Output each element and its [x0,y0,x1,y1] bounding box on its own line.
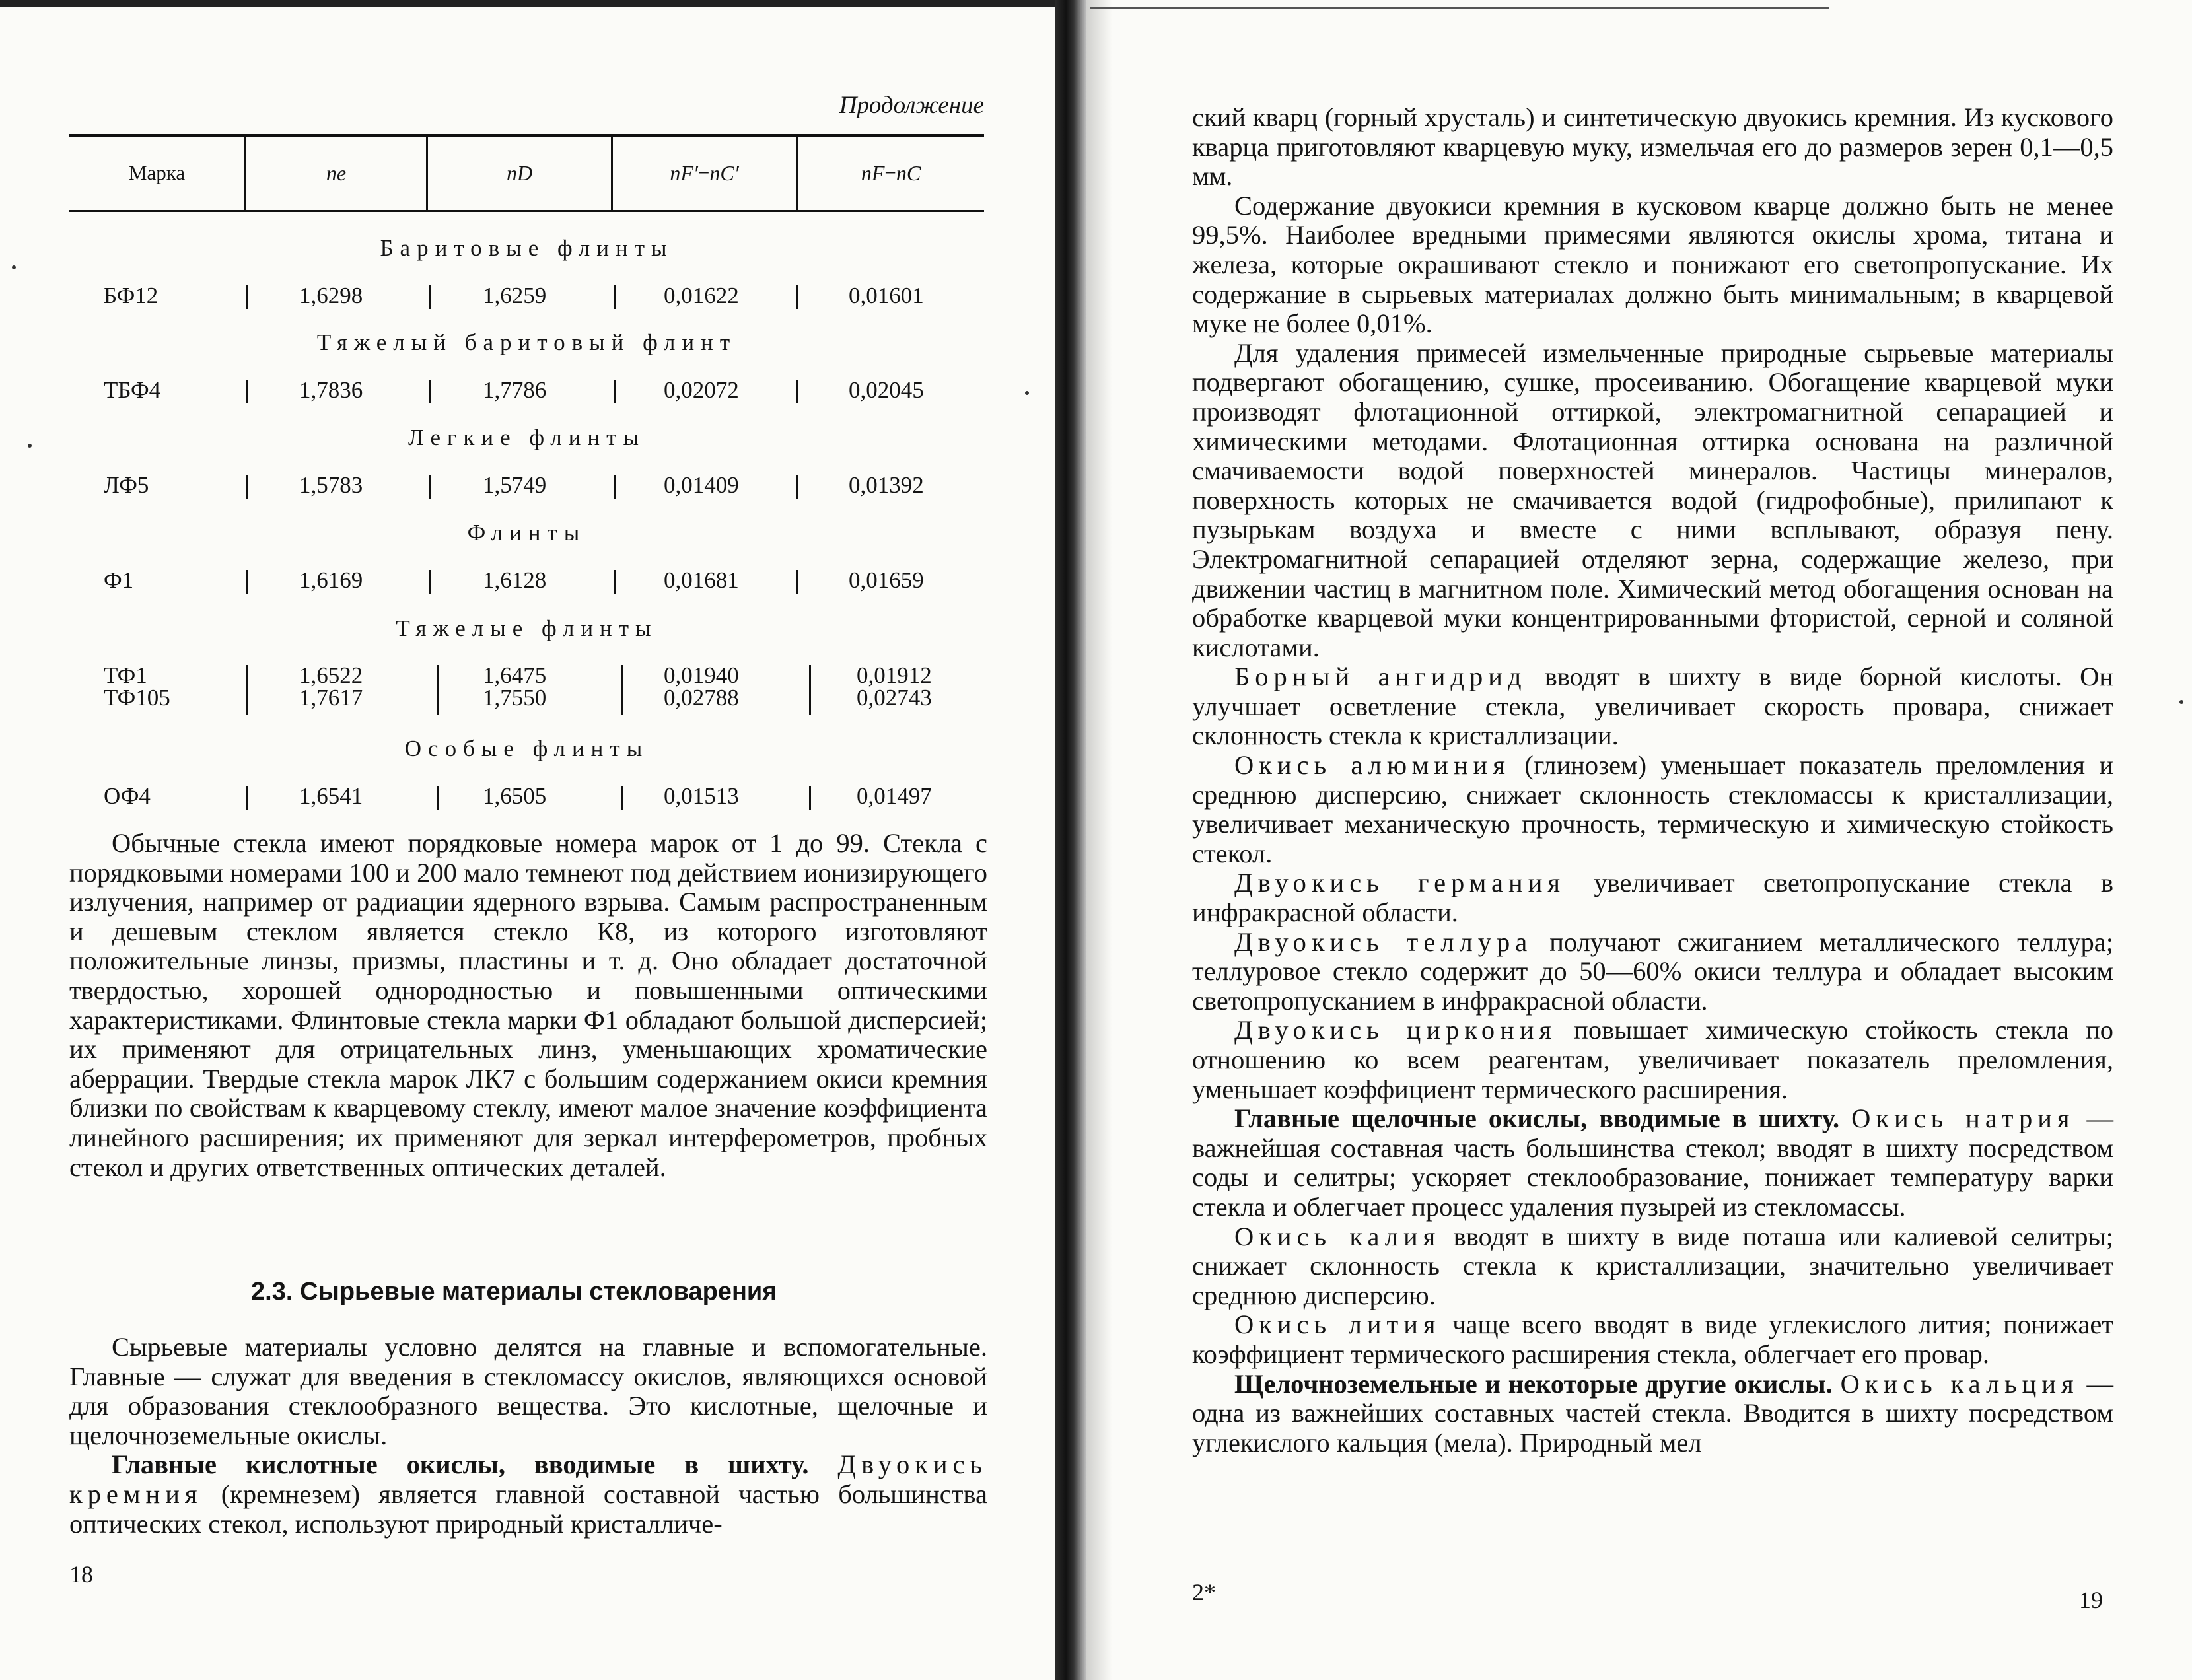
paragraph-text [1192,868,2113,927]
spaced-term: Двуокись циркония [1234,1015,1557,1045]
table-row [69,783,984,812]
cell-nf1: 0,01681 [664,567,739,593]
column-bar [796,380,798,403]
cell-ne: 1,7617 [299,685,363,711]
group-title: Тяжелые флинты [396,615,658,641]
page-top-edge [0,0,1057,7]
paragraph-text [1192,928,2113,1016]
cell-nd: 1,6128 [483,567,547,593]
cell-nf1: 0,02072 [664,377,739,403]
group-title: Легкие флинты [408,425,645,450]
column-bar [437,786,439,810]
paragraph-text [1192,1310,2113,1369]
cell-nf: 0,01601 [849,283,924,308]
column-bar [621,786,623,810]
column-bar [809,786,811,810]
cell-nf: 0,02743 [857,685,932,711]
signature-mark: 2* [1192,1579,1216,1605]
cell-nf: 0,02045 [849,377,924,403]
paragraph-text: Содержание двуокиси кремния в кусковом кварце должно быть не менее 99,5%. Наиболее вредными примесями являются окислы хрома, титана и железа, которые окрашивают стекло и понижают его светопропускание. Их содержание в сырьевых материалах должно быть минимальным; в кварцевой муке не более 0,01%. [1192,190,2113,339]
cell-mark: БФ12 [104,283,159,308]
column-bar [429,380,431,403]
table-row [69,685,984,714]
column-bar [429,475,431,499]
cell-nf1: 0,01409 [664,472,739,498]
term-description: получают сжиганием металлического теллура; теллуровое стекло содержит до 50—60% окиси теллура и обладает высоким светопропусканием в инфракрасной области. [1192,927,2113,1016]
header-nf1-nc1: n F′ − n C′ [670,160,739,185]
column-bar [246,786,248,810]
spaced-term: Окись кальция [1840,1368,2079,1399]
column-bar [429,285,431,309]
bold-lead: Главные щелочные окислы, вводимые в шихту. [1234,1103,1840,1134]
header-mark: Марка [128,161,186,184]
term-description: чаще всего вводят в виде углекислого лития; понижает коэффициент термического расширения стекла, облегчает его провар. [1192,1310,2113,1369]
paragraph-text [1192,662,2113,751]
scan-speck [2179,700,2183,704]
spaced-term: Окись лития [1234,1310,1441,1340]
column-bar [246,570,248,594]
term-description: вводят в шихту в виде борной кислоты. Он улучшает осветление стекла, увеличивает скорость провара, снижает склонность стекла к кристаллизации. [1192,662,2114,751]
column-bar [796,285,798,309]
cell-nf1: 0,01940 [664,662,739,688]
scan-speck [28,444,32,448]
paragraph-text [1192,1222,2113,1311]
column-bar [429,570,431,594]
page-number: 19 [2079,1587,2103,1613]
cell-mark: ТФ105 [104,685,170,711]
bold-lead: Главные кислотные окислы, вводимые в шихту. [112,1450,809,1480]
cell-mark: ЛФ5 [104,472,149,498]
column-bar [796,475,798,499]
cell-nf: 0,01392 [849,472,924,498]
column-bar [796,570,798,594]
cell-ne: 1,6522 [299,662,363,688]
paragraph-text: ский кварц (горный хрусталь) и синтетическую двуокись кремния. Из кускового кварца приготовляют кварцевую муку, измельчая его до размеров зерен 0,1—0,5 мм. [1192,102,2113,192]
column-bar [246,475,248,499]
cell-mark: ТБФ4 [104,377,161,403]
column-bar [614,380,616,403]
header-nf-nc: n F − n C [861,160,921,185]
paragraph-text: Обычные стекла имеют порядковые номера марок от 1 до 99. Стекла с порядковыми номерами 100 и 200 мало темнеют под действием ионизирующего излучения, например от радиации ядерного взрыва. Самым распространенным и дешевым стеклом является стекло К8, из которого изготовляют положительные линзы, призмы, пластины и т. д. Оно обладает достаточной твердостью, хорошей однородностью и повышенными оптическими характеристиками. Флинтовые стекла марки Ф1 обладают большой дисперсией; их применяют для отрицательных линз, уменьшающих хроматические аберрации. Твердые стекла марок ЛК7 с большим содержанием окиси кремния близки по свойствам к кварцевому стеклу, имеют малое значение коэффициента линейного расширения; их применяют для зеркал интерферометров, пробных стекол и других ответственных оптических деталей. [69,828,987,1182]
cell-nf: 0,01497 [857,783,932,809]
cell-nd: 1,6475 [483,662,547,688]
paragraph-text [1192,1016,2113,1104]
paragraph-text [1192,1370,2113,1458]
header-ne: n e [326,160,347,185]
column-bar [614,285,616,309]
paragraph [69,1333,987,1539]
term-description: увеличивает светопропускание стекла в инфракрасной области. [1192,868,2114,928]
continuation-label: Продолжение [839,92,984,119]
spaced-term: Окись натрия [1851,1103,2075,1134]
cell-nf: 0,01659 [849,567,924,593]
section-heading: 2.3. Сырьевые материалы стекловарения [251,1278,777,1306]
left-page [0,0,1057,1680]
cell-nd: 1,7550 [483,685,547,711]
paragraph-text [1192,751,2113,868]
paragraph-text: Сырьевые материалы условно делятся на главные и вспомогательные. Главные — служат для введения в стекломассу окислов, являющихся основой для образования стеклообразного вещества. Это кислотные, щелочные и щелочноземельные окислы. [69,1332,987,1450]
spaced-term: Окись калия [1234,1221,1441,1251]
table-row [69,377,984,406]
scan-speck [1025,391,1029,395]
cell-ne: 1,7836 [299,377,363,403]
column-bar [614,475,616,499]
term-description: вводят в шихту в виде поташа или калиевой селитры; снижает склонность стекла к кристаллизации, значительно увеличивает среднюю дисперсию. [1192,1221,2114,1310]
group-title: Особые флинты [404,736,649,761]
page-top-edge [1090,7,1829,9]
group-title: Баритовые флинты [380,235,674,261]
column-bar [246,380,248,403]
cell-mark: ОФ4 [104,783,151,809]
spaced-term: Окись алюминия [1234,750,1510,781]
cell-nf1: 0,01622 [664,283,739,308]
cell-nf1: 0,01513 [664,783,739,809]
cell-nd: 1,6259 [483,283,547,308]
cell-nf: 0,01912 [857,662,932,688]
term-description: повышает химическую стойкость стекла по отношению ко всем реагентам, увеличивает показатель преломления, уменьшает коэффициент термического расширения. [1192,1015,2113,1104]
spaced-term: Двуокись кремния [69,1450,988,1509]
cell-mark: ТФ1 [104,662,147,688]
column-bar [246,285,248,309]
table-row [69,472,984,501]
cell-nd: 1,5749 [483,472,547,498]
paragraph-continuation: (кремнезем) является главной составной частью большинства оптических стекол, используют природный кристалличе- [69,1479,987,1539]
spaced-term: Двуокись теллура [1234,927,1533,957]
column-bar [614,570,616,594]
table-row [69,283,984,312]
spaced-term: Двуокись германия [1234,868,1565,898]
cell-ne: 1,6169 [299,567,363,593]
paragraph-text [69,1450,987,1539]
paragraph-text: Для удаления примесей измельченные природные сырьевые материалы подвергают обогащению, сушке, просеиванию. Обогащение кварцевой муки производят флотационной оттиркой, электромагнитной сепарацией и химическими методами. Флотационная оттирка основана на различной смачиваемости водой поверхностей минералов. Частицы минералов, поверхность которых не смачивается водой (гидрофобные), прилипают к пузырькам воздуха и вместе с ними всплывают, образуя пену. Электромагнитной сепарацией отделяют зерна, содержащие железо, при движении частиц в магнитном поле. Химический метод обогащения основан на обработке кварцевой муки концентрированными фтористой, серной и соляной кислотами. [1192,337,2113,662]
right-page [1057,0,2192,1680]
header-nd: n D [506,160,533,185]
cell-ne: 1,6541 [299,783,363,809]
cell-nf1: 0,02788 [664,685,739,711]
group-title: Флинты [467,520,586,545]
term-description: — одна из важнейших составных частей стекла. Вводится в шихту посредством углекислого кальция (мела). Природный мел [1192,1368,2113,1457]
table-header-rule [69,210,984,212]
spaced-term: Борный ангидрид [1234,662,1527,692]
cell-mark: Ф1 [104,567,134,593]
cell-ne: 1,5783 [299,472,363,498]
term-description: — важнейшая составная часть большинства стекол; вводят в шихту посредством соды и селитры; ускоряет стеклообразование, понижает температуру варки стекла и облегчает процесс удаления пузырей из стекломассы. [1192,1103,2114,1222]
page-number: 18 [69,1561,93,1588]
table-row [69,567,984,596]
paragraph [69,829,987,1182]
cell-nd: 1,7786 [483,377,547,403]
bold-lead: Щелочноземельные и некоторые другие окислы. [1234,1368,1833,1399]
cell-ne: 1,6298 [299,283,363,308]
paragraph-text [1192,1104,2113,1222]
term-description: (глинозем) уменьшает показатель преломления и среднюю дисперсию, снижает склонность стекломассы к кристаллизации, увеличивает механическую прочность, термическую и химическую стойкость стекол. [1192,750,2113,868]
paragraph [1192,103,2113,1457]
group-title: Тяжелый баритовый флинт [316,330,737,355]
scan-speck [12,265,16,269]
cell-nd: 1,6505 [483,783,547,809]
